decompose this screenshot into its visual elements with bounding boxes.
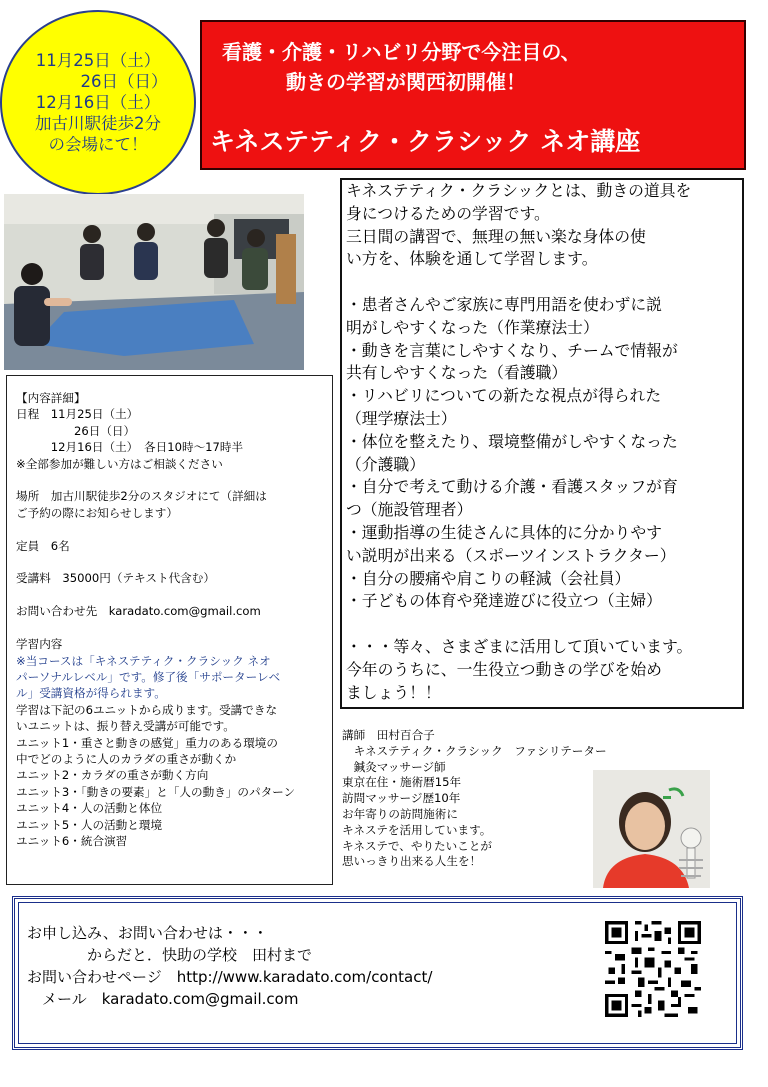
- banner-line-2: 動きの学習が関西初開催！: [286, 70, 526, 94]
- unit-6: ユニット6・統合演習: [16, 833, 128, 848]
- voice-4-a: ・体位を整えたり、環境整備がしやすくなった: [346, 431, 678, 451]
- course-description-box: [340, 178, 744, 709]
- capacity: 定員 6名: [16, 538, 70, 553]
- title-banner: [200, 20, 746, 170]
- venue-line-2: の会場にて！: [48, 135, 148, 154]
- date-line-1: 11月25日（土）: [35, 51, 161, 70]
- workshop-photo-illustration: [4, 194, 304, 370]
- voice-5-b: つ（施設管理者）: [346, 500, 473, 520]
- closing-2: 今年のうちに、一生役立つ動きの学びを始め: [346, 659, 662, 679]
- instructor-message-2: キネステを活用しています。: [342, 822, 492, 837]
- units-intro-2: いユニットは、振り替え受講が可能です。: [16, 719, 235, 734]
- voice-6-b: い説明が出来る（スポーツインストラクター）: [346, 545, 676, 565]
- contact-line-2: からだと．快助の学校 田村まで: [27, 946, 313, 964]
- voice-1-b: 明がしやすくなった（作業療法士）: [346, 317, 599, 337]
- voice-3-a: ・リハビリについての新たな視点が得られた: [346, 386, 662, 406]
- instructor-history-1: 東京在住・施術暦15年: [342, 775, 462, 790]
- desc-line-3: 三日間の講習で、無理の無い楽な身体の使: [346, 226, 646, 246]
- place-line-1: 場所 加古川駅徒歩2分のスタジオにて（詳細は: [16, 489, 267, 504]
- contact-text: [27, 922, 432, 1010]
- place-line-2: ご予約の際にお知らせします）: [16, 505, 178, 520]
- unit-3: ユニット3・「動きの要素」と「人の動き」のパターン: [16, 784, 296, 799]
- voice-7: ・自分の腰痛や肩こりの軽減（会社員）: [346, 568, 631, 588]
- date-venue-circle: [0, 10, 196, 195]
- unit-2: ユニット2・カラダの重さが動く方向: [16, 768, 209, 783]
- voice-2-a: ・動きを言葉にしやすくなり、チームで情報が: [346, 340, 678, 360]
- instructor-message-3: キネステで、やりたいことが: [342, 838, 493, 853]
- inquiry-email: お問い合わせ先 karadato.com@gmail.com: [16, 604, 261, 619]
- contact-box: [12, 896, 743, 1050]
- contact-email[interactable]: メール karadato.com@gmail.com: [27, 990, 299, 1008]
- instructor-photo: [593, 770, 710, 888]
- contact-line-1: お申し込み、お問い合わせは・・・: [27, 924, 268, 942]
- date-line-3: 12月16日（土）: [35, 93, 161, 112]
- schedule-line-1: 日程 11月25日（土）: [16, 407, 139, 422]
- contact-url[interactable]: お問い合わせページ http://www.karadato.com/contact/: [27, 968, 433, 986]
- course-note-1: ※当コースは「キネステティク・クラシック ネオ: [16, 653, 271, 668]
- instructor-history-2: 訪問マッサージ歴10年: [342, 791, 461, 806]
- content-header: 学習内容: [16, 637, 63, 652]
- voice-4-b: （介護職）: [346, 454, 425, 474]
- unit-4: ユニット4・人の活動と体位: [16, 801, 163, 816]
- qr-code-icon[interactable]: [605, 921, 701, 1017]
- fee: 受講料 35000円（テキスト代含む）: [16, 571, 215, 586]
- desc-line-1: キネステティク・クラシックとは、動きの道具を: [346, 181, 692, 200]
- voice-5-a: ・自分で考えて動ける介護・看護スタッフが育: [346, 477, 678, 497]
- course-details-box: [6, 375, 333, 885]
- course-note-3: ル」受講資格が得られます。: [16, 686, 166, 701]
- unit-5: ユニット5・人の活動と環境: [16, 817, 163, 832]
- unit-1-a: ユニット1・重さと動きの感覚」重力のある環境の: [16, 735, 278, 750]
- venue-line-1: 加古川駅徒歩2分: [35, 114, 161, 133]
- instructor-photo-illustration: [593, 770, 710, 888]
- schedule-note: ※全部参加が難しい方はご相談ください: [16, 456, 223, 471]
- course-title: キネステティク・クラシック ネオ講座: [210, 127, 641, 156]
- instructor-name: 講師 田村百合子: [342, 728, 435, 742]
- schedule-line-2: 26日（日）: [16, 423, 136, 438]
- voice-2-b: 共有しやすくなった（看護職）: [346, 363, 568, 383]
- desc-line-4: い方を、体験を通して学習します。: [346, 249, 598, 269]
- closing-1: ・・・等々、さまざまに活用して頂いています。: [346, 636, 693, 656]
- workshop-photo: [4, 194, 304, 370]
- units-intro-1: 学習は下記の6ユニットから成ります。受講できな: [16, 702, 278, 717]
- voice-6-a: ・運動指導の生徒さんに具体的に分かりやす: [346, 522, 662, 542]
- closing-3: ましょう！！: [346, 682, 441, 702]
- voice-8: ・子どもの体育や発達遊びに役立つ（主婦）: [346, 591, 662, 611]
- instructor-role-1: キネステティク・クラシック ファシリテーター: [342, 743, 607, 758]
- voice-1-a: ・患者さんやご家族に専門用語を使わずに説: [346, 294, 662, 314]
- date-line-2: 26日（日）: [80, 72, 168, 91]
- desc-line-2: 身につけるための学習です。: [346, 203, 550, 223]
- instructor-message-1: お年寄りの訪問施術に: [342, 806, 458, 821]
- instructor-message-4: 思いっきり出来る人生を！: [342, 854, 482, 869]
- banner-line-1: 看護・介護・リハビリ分野で今注目の、: [222, 40, 581, 64]
- voice-3-b: （理学療法士）: [346, 408, 457, 428]
- instructor-role-2: 鍼灸マッサージ師: [342, 759, 446, 774]
- details-header: 【内容詳細】: [16, 391, 86, 405]
- course-note-2: パーソナルレベル」です。修了後「サポーターレベ: [16, 669, 281, 684]
- unit-1-b: 中でどのように人のカラダの重さが動くか: [16, 751, 237, 766]
- schedule-line-3: 12月16日（土） 各日10時～17時半: [16, 440, 244, 455]
